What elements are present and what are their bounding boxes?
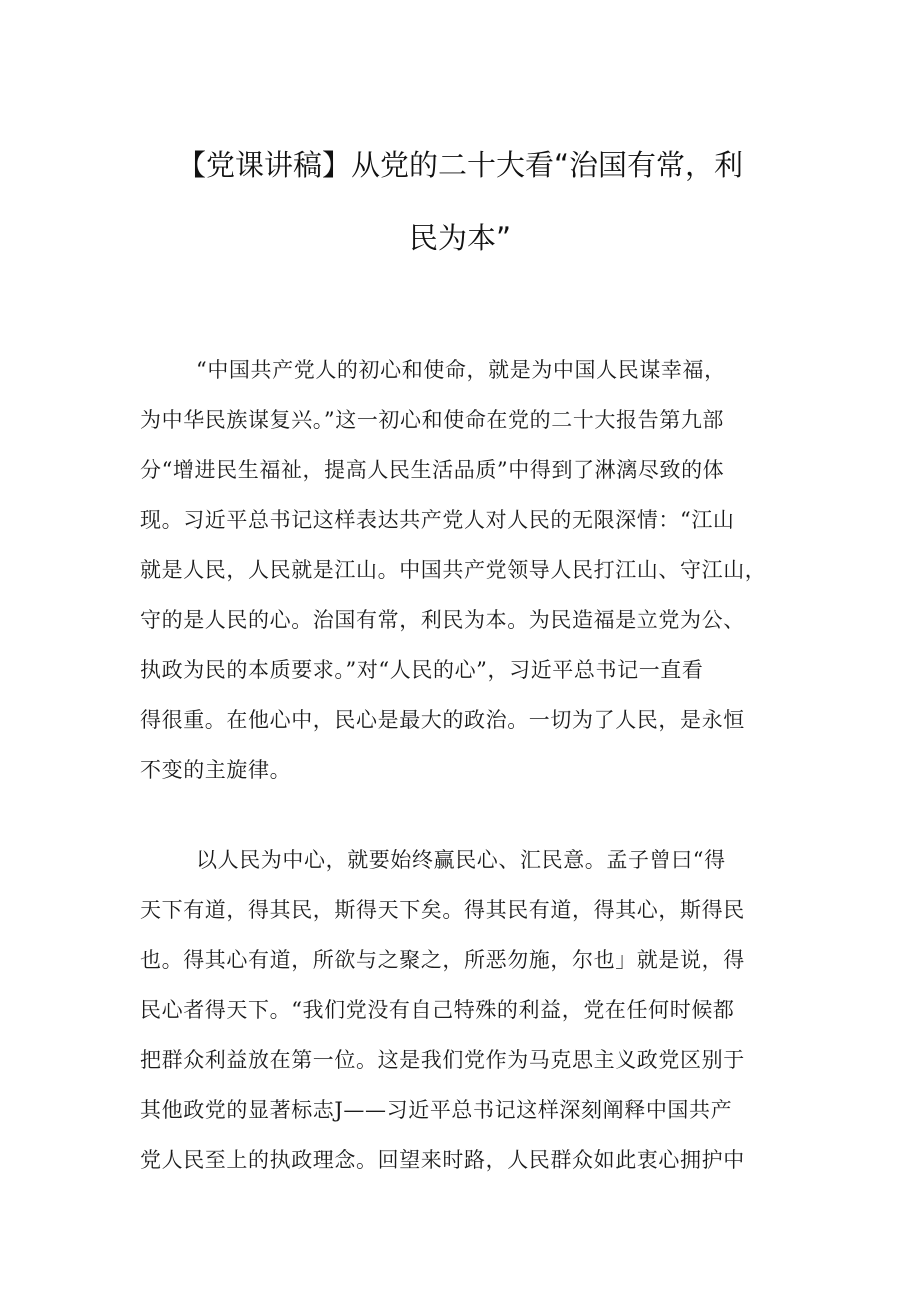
document-title-line-1: 【党课讲稿】从党的二十大看“治国有常，利 bbox=[176, 148, 744, 182]
paragraph-line: 天下有道，得其民，斯得天下矣。得其民有道，得其心，斯得民 bbox=[140, 898, 745, 922]
paragraph-line: “中国共产党人的初心和使命，就是为中国人民谋幸福， bbox=[196, 358, 726, 382]
paragraph-line: 现。习近平总书记这样表达共产党人对人民的无限深情：“江山 bbox=[140, 508, 735, 532]
paragraph-line: 得很重。在他心中，民心是最大的政治。一切为了人民，是永恒 bbox=[140, 708, 745, 732]
paragraph-line: 不变的主旋律。 bbox=[140, 758, 292, 782]
paragraph-line: 为中华民族谋复兴。”这一初心和使命在党的二十大报告第九部 bbox=[140, 408, 725, 432]
paragraph-line: 以人民为中心，就要始终赢民心、汇民意。孟子曾曰“得 bbox=[196, 848, 726, 872]
paragraph-line: 执政为民的本质要求。”对“人民的心”，习近平总书记一直看 bbox=[140, 658, 704, 682]
paragraph-line: 就是人民，人民就是江山。中国共产党领导人民打江山、守江山， bbox=[140, 558, 767, 582]
paragraph-line: 党人民至上的执政理念。回望来时路，人民群众如此衷心拥护中 bbox=[140, 1148, 745, 1172]
paragraph-line: 把群众利益放在第一位。这是我们党作为马克思主义政党区别于 bbox=[140, 1048, 745, 1072]
paragraph-line: 守的是人民的心。治国有常，利民为本。为民造福是立党为公、 bbox=[140, 608, 745, 632]
paragraph-line: 其他政党的显著标志J——习近平总书记这样深刻阐释中国共产 bbox=[140, 1098, 733, 1122]
document-title-line-2: 民为本” bbox=[408, 221, 512, 255]
paragraph-line: 分“增进民生福祉，提高人民生活品质”中得到了淋漓尽致的体 bbox=[140, 458, 725, 482]
paragraph-line: 民心者得天下。“我们党没有自己特殊的利益，党在任何时候都 bbox=[140, 998, 735, 1022]
paragraph-line: 也。得其心有道，所欲与之聚之，所恶勿施，尔也」就是说，得 bbox=[140, 948, 745, 972]
